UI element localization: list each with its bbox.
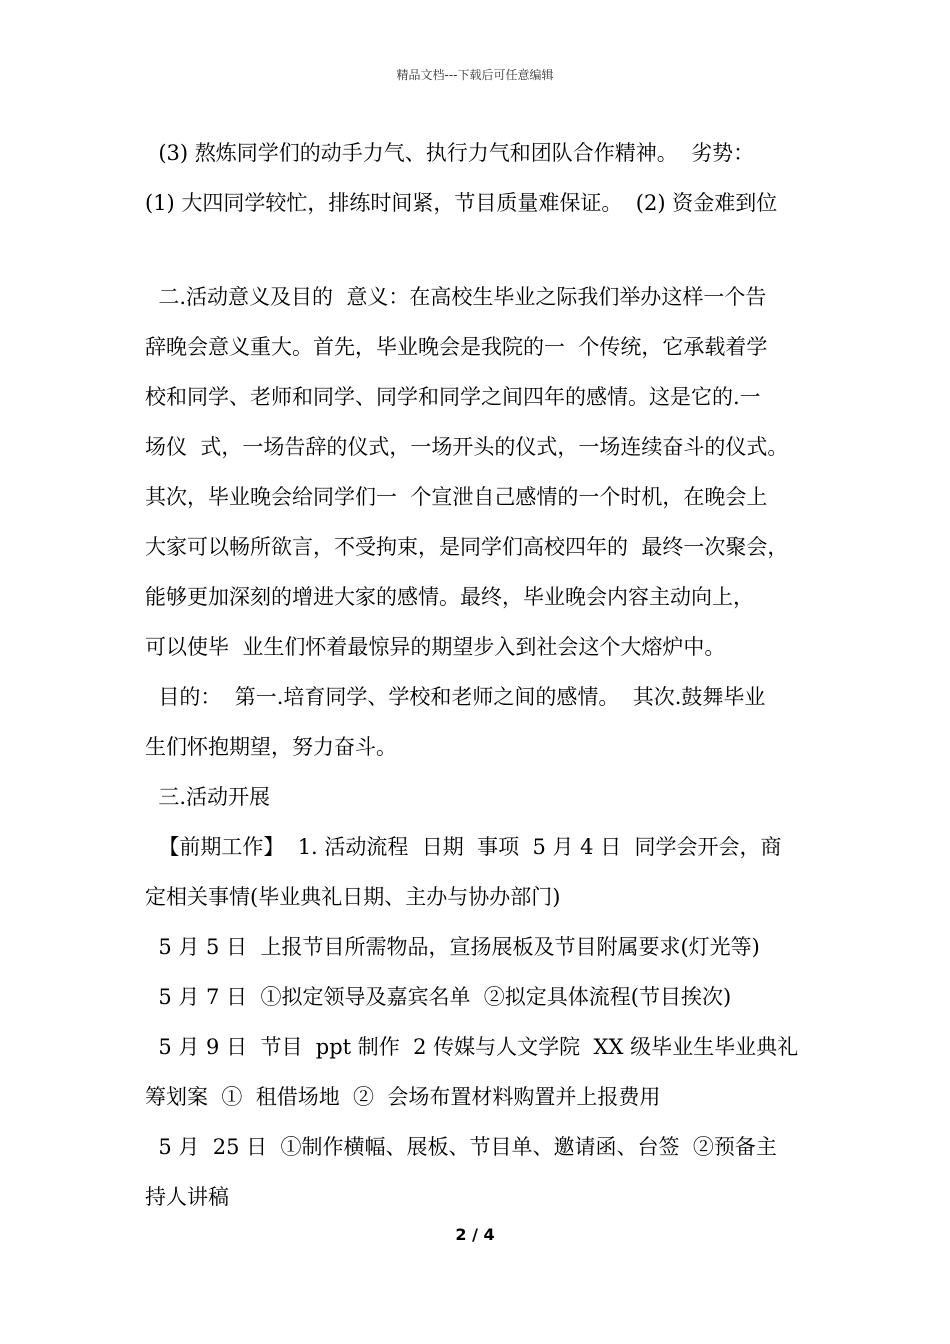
text-line: 二.活动意义及目的 意义：在高校生毕业之际我们举办这样一个告: [145, 285, 767, 309]
paragraph-gap: [145, 228, 820, 272]
text-line: 5 月 9 日 节目 ppt 制作 2 传媒与人文学院 XX 级毕业生毕业典礼: [145, 1035, 799, 1059]
text-line: 5 月 7 日 ①拟定领导及嘉宾名单 ②拟定具体流程(节目挨次): [145, 985, 732, 1009]
text-line: 【前期工作】 1. 活动流程 日期 事项 5 月 4 日 同学会开会，商: [145, 835, 782, 859]
text-line: 目的： 第一.培育同学、学校和老师之间的感情。 其次.鼓舞毕业: [145, 685, 766, 709]
text-line: 生们怀抱期望，努力奋斗。: [145, 735, 397, 759]
page-header: 精品文档---下载后可任意编辑: [396, 68, 554, 82]
text-line: (3) 熬炼同学们的动手力气、执行力气和团队合作精神。 劣势：: [145, 141, 755, 165]
text-line: 5 月 25 日 ①制作横幅、展板、节目单、邀请函、台签 ②预备主: [145, 1135, 777, 1159]
text-line: 可以使毕 业生们怀着最惊异的期望步入到社会这个大熔炉中。: [145, 635, 726, 659]
text-line: 能够更加深刻的增进大家的感情。最终，毕业晚会内容主动向上，: [145, 585, 754, 609]
document-body: [145, 128, 820, 1222]
text-line: 大家可以畅所欲言，不受拘束，是同学们高校四年的 最终一次聚会，: [145, 535, 789, 559]
text-line: 辞晚会意义重大。首先，毕业晚会是我院的一 个传统，它承载着学: [145, 335, 768, 359]
text-line: 5 月 5 日 上报节目所需物品，宣扬展板及节目附属要求(灯光等): [145, 935, 760, 959]
text-line: 定相关事情(毕业典礼日期、主办与协办部门): [145, 885, 561, 909]
text-line: 场仪 式，一场告辞的仪式，一场开头的仪式，一场连续奋斗的仪式。: [145, 435, 789, 459]
text-line: 三.活动开展: [145, 785, 271, 809]
text-line: 校和同学、老师和同学、同学和同学之间四年的感情。这是它的.一: [145, 385, 761, 409]
page-number: 2 / 4: [455, 1225, 495, 1244]
text-line: (1) 大四同学较忙，排练时间紧，节目质量难保证。 (2) 资金难到位: [145, 191, 778, 215]
text-line: 其次，毕业晚会给同学们一 个宣泄自己感情的一个时机，在晚会上: [145, 485, 768, 509]
text-line: 持人讲稿: [145, 1185, 229, 1209]
text-line: 筹划案 ① 租借场地 ② 会场布置材料购置并上报费用: [145, 1085, 661, 1109]
